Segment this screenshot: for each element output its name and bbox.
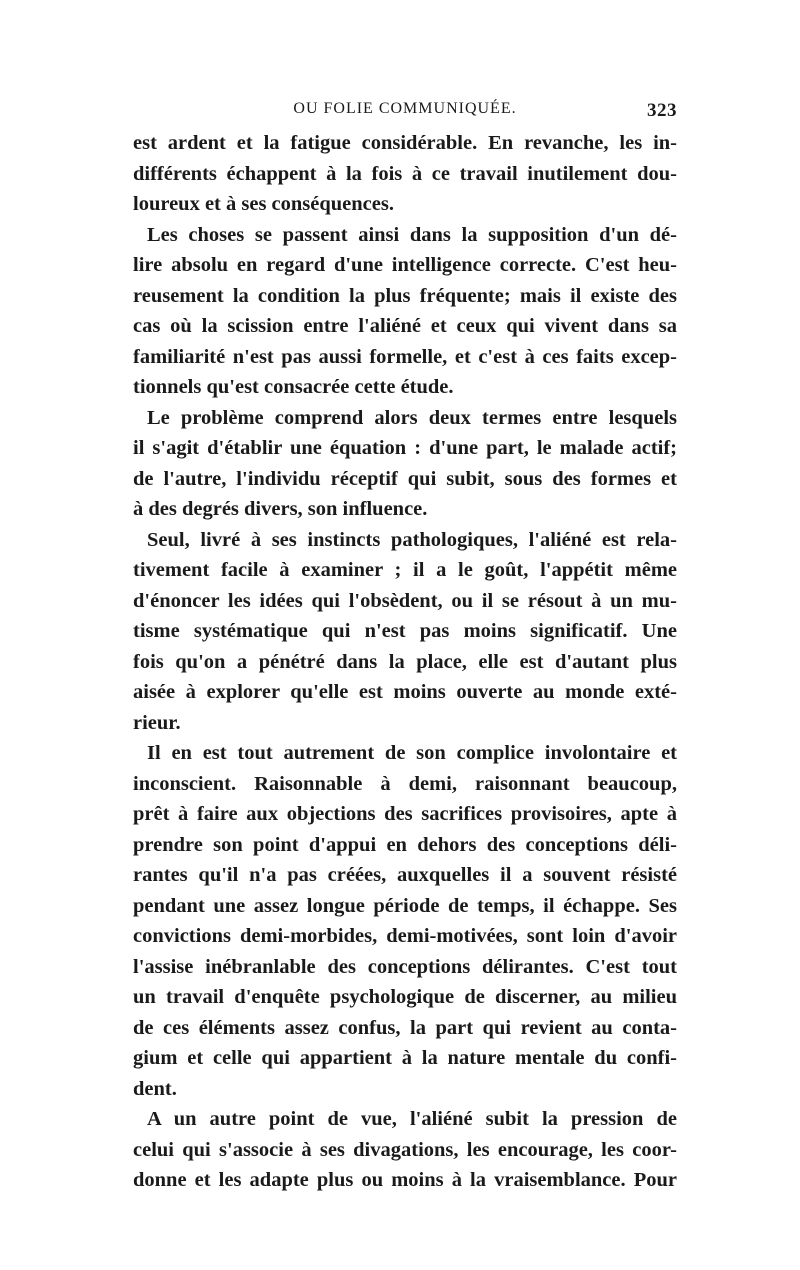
text-line: l'assise inébranlable des conceptions délirantes. C'est tout: [133, 955, 677, 978]
text-line: inconscient. Raisonnable à demi, raisonnant beaucoup,: [133, 772, 677, 795]
text-line: convictions demi-morbides, demi-motivées, sont loin d'avoir: [133, 925, 677, 947]
text-line: reusement la condition la plus fréquente; mais il existe des: [133, 284, 677, 307]
text-line: de l'autre, l'individu réceptif qui subit, sous des formes et: [133, 467, 677, 490]
body-text: [133, 128, 677, 1196]
text-line: il s'agit d'établir une équation : d'une part, le malade actif;: [133, 437, 677, 459]
text-line: Le problème comprend alors deux termes entre lesquels: [147, 406, 677, 429]
text-line: Seul, livré à ses instincts pathologiques, l'aliéné est rela-: [147, 528, 677, 551]
text-line: tionnels qu'est consacrée cette étude.: [133, 376, 454, 398]
running-title: OU FOLIE COMMUNIQUÉE.: [293, 100, 517, 117]
text-line: cas où la scission entre l'aliéné et ceux qui vivent dans sa: [133, 315, 677, 337]
text-line: A un autre point de vue, l'aliéné subit la pression de: [147, 1108, 677, 1130]
text-line: d'énoncer les idées qui l'obsèdent, ou il se résout à un mu-: [133, 589, 677, 612]
paragraph: [133, 128, 677, 220]
text-line: prendre son point d'appui en dehors des conceptions déli-: [133, 833, 677, 856]
paragraph: [133, 220, 677, 403]
text-line: un travail d'enquête psychologique de discerner, au milieu: [133, 986, 677, 1008]
paragraph: [133, 403, 677, 525]
text-line: tivement facile à examiner ; il a le goût, l'appétit même: [133, 559, 677, 581]
text-line: rieur.: [133, 711, 181, 734]
text-line: rantes qu'il n'a pas créées, auxquelles il a souvent résisté: [133, 864, 677, 886]
paragraph: [133, 738, 677, 1104]
text-line: pendant une assez longue période de temps, il échappe. Ses: [133, 894, 677, 917]
text-line: celui qui s'associe à ses divagations, les encourage, les coor-: [133, 1138, 677, 1161]
running-header: [133, 100, 677, 126]
text-line: de ces éléments assez confus, la part qui revient au conta-: [133, 1016, 677, 1039]
text-line: prêt à faire aux objections des sacrifices provisoires, apte à: [133, 803, 677, 825]
text-line: tisme systématique qui n'est pas moins significatif. Une: [133, 620, 677, 642]
text-line: est ardent et la fatigue considérable. En revanche, les in-: [133, 132, 677, 154]
text-line: lire absolu en regard d'une intelligence correcte. C'est heu-: [133, 254, 677, 276]
text-line: Les choses se passent ainsi dans la supposition d'un dé-: [147, 223, 677, 246]
text-line: dent.: [133, 1077, 177, 1100]
text-line: Il en est tout autrement de son complice involontaire et: [147, 742, 677, 764]
text-line: donne et les adapte plus ou moins à la vraisemblance. Pour: [133, 1169, 677, 1191]
paragraph: [133, 1104, 677, 1196]
text-line: à des degrés divers, son influence.: [133, 498, 428, 520]
text-line: différents échappent à la fois à ce travail inutilement dou-: [133, 162, 677, 185]
paragraph: [133, 525, 677, 739]
page-number: 323: [647, 100, 677, 121]
text-line: gium et celle qui appartient à la nature mentale du confi-: [133, 1047, 677, 1069]
text-line: loureux et à ses conséquences.: [133, 193, 394, 215]
text-line: aisée à explorer qu'elle est moins ouverte au monde exté-: [133, 681, 677, 703]
text-line: fois qu'on a pénétré dans la place, elle est d'autant plus: [133, 650, 677, 673]
text-line: familiarité n'est pas aussi formelle, et c'est à ces faits excep-: [133, 345, 677, 368]
